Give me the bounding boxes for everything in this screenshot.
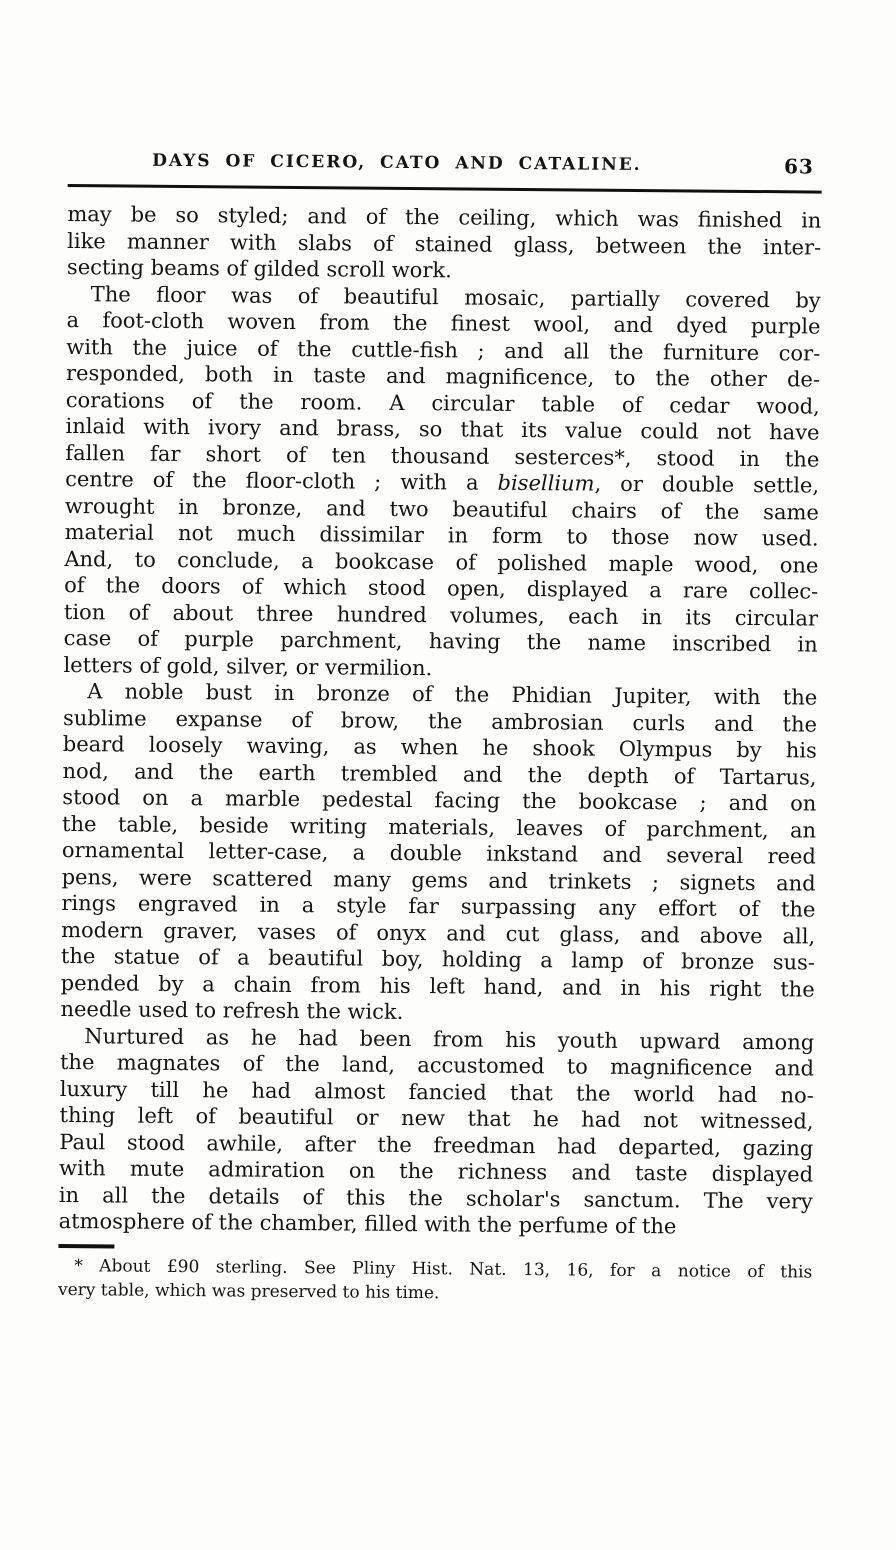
body-text xyxy=(59,201,822,1241)
plain-text: sublime expanse of brow, the ambrosian curls and the xyxy=(62,705,818,737)
plain-text: like manner with slabs of stained glass, between the inter- xyxy=(67,228,822,260)
plain-text: stood on a marble pedestal facing the bookcase ; and on xyxy=(62,784,817,816)
footnote xyxy=(58,1253,812,1308)
plain-text: of the doors of which stood open, displayed a rare collec- xyxy=(64,572,819,604)
plain-text: needle used to refresh the wick. xyxy=(60,996,404,1024)
paragraph-continuation xyxy=(67,201,822,287)
plain-text: corations of the room. A circular table of cedar wood, xyxy=(65,387,820,419)
plain-text: the magnates of the land, accustomed to magnificence and xyxy=(59,1049,815,1081)
plain-text: may be so styled; and of the ceiling, which was finished in xyxy=(67,201,822,233)
plain-text: A noble bust in bronze of the Phidian Jupiter, with the xyxy=(87,679,818,710)
plain-text: * About £90 sterling. See Pliny Hist. Nat. 13, 16, for a notice of this xyxy=(74,1255,813,1283)
header-rule xyxy=(68,184,822,194)
plain-text: Paul stood awhile, after the freedman had departed, gazing xyxy=(59,1129,814,1161)
page-content xyxy=(58,150,822,1308)
plain-text: with mute admiration on the richness and taste displayed xyxy=(59,1155,814,1187)
plain-text: wrought in bronze, and two beautiful chairs of the same xyxy=(64,493,819,525)
plain-text: in all the details of this the scholar's sanctum. The very xyxy=(58,1182,813,1214)
plain-text: fallen far short of ten thousand sesterces*, stood in the xyxy=(65,440,820,472)
plain-text: a foot-cloth woven from the finest wool, and dyed purple xyxy=(66,307,821,339)
page-number: 63 xyxy=(783,154,814,179)
plain-text: thing left of beautiful or new that he had not witnessed, xyxy=(59,1102,814,1134)
plain-text: Nurtured as he had been from his youth upward among xyxy=(84,1023,815,1055)
plain-text: luxury till he had almost fancied that the world had no- xyxy=(59,1076,814,1108)
paragraph-paul-gazing xyxy=(59,1022,815,1241)
plain-text: beard loosely waving, as when he shook Olympus by his xyxy=(62,731,817,763)
plain-text: centre of the floor-cloth ; with a xyxy=(65,466,498,495)
plain-text: secting beams of gilded scroll work. xyxy=(66,254,452,283)
plain-text: nod, and the earth trembled and the depth of Tartarus, xyxy=(62,758,817,790)
plain-text: modern graver, vases of onyx and cut glass, and above all, xyxy=(61,917,816,949)
plain-text: rings engraved in a style far surpassing any effort of the xyxy=(61,890,816,922)
plain-text: atmosphere of the chamber, filled with the perfume of the xyxy=(58,1208,677,1239)
plain-text: The floor was of beautiful mosaic, partially covered by xyxy=(90,281,821,313)
plain-text: letters of gold, silver, or vermilion. xyxy=(63,652,433,680)
page-header xyxy=(68,150,822,183)
plain-text: pended by a chain from his left hand, and in his right the xyxy=(60,970,815,1002)
plain-text: , or double settle, xyxy=(594,471,820,498)
plain-text: tion of about three hundred volumes, each in its circular xyxy=(63,599,819,631)
plain-text: ornamental letter-case, a double inkstand and several reed xyxy=(61,837,816,869)
plain-text: material not much dissimilar in form to those now used. xyxy=(64,519,819,551)
running-head-title: DAYS OF CICERO, CATO AND CATALINE. xyxy=(152,150,642,176)
footnote-separator xyxy=(58,1243,114,1247)
plain-text: And, to conclude, a bookcase of polished maple wood, one xyxy=(64,546,819,578)
plain-text: very table, which was preserved to his time. xyxy=(57,1279,440,1303)
italic-text: bisellium xyxy=(497,470,595,496)
plain-text: inlaid with ivory and brass, so that its value could not have xyxy=(65,413,820,445)
plain-text: pens, were scattered many gems and trinkets ; signets and xyxy=(61,864,816,896)
paragraph-floor-description xyxy=(63,280,820,684)
plain-text: responded, both in taste and magnificence, to the other de- xyxy=(65,360,821,392)
plain-text: with the juice of the cuttle-fish ; and all the furniture cor- xyxy=(66,334,821,366)
plain-text: case of purple parchment, having the name inscribed in xyxy=(63,625,818,657)
plain-text: the table, beside writing materials, leaves of parchment, an xyxy=(62,811,817,843)
paragraph-bust-description xyxy=(60,678,817,1029)
plain-text: the statue of a beautiful boy, holding a lamp of bronze sus- xyxy=(60,943,816,975)
